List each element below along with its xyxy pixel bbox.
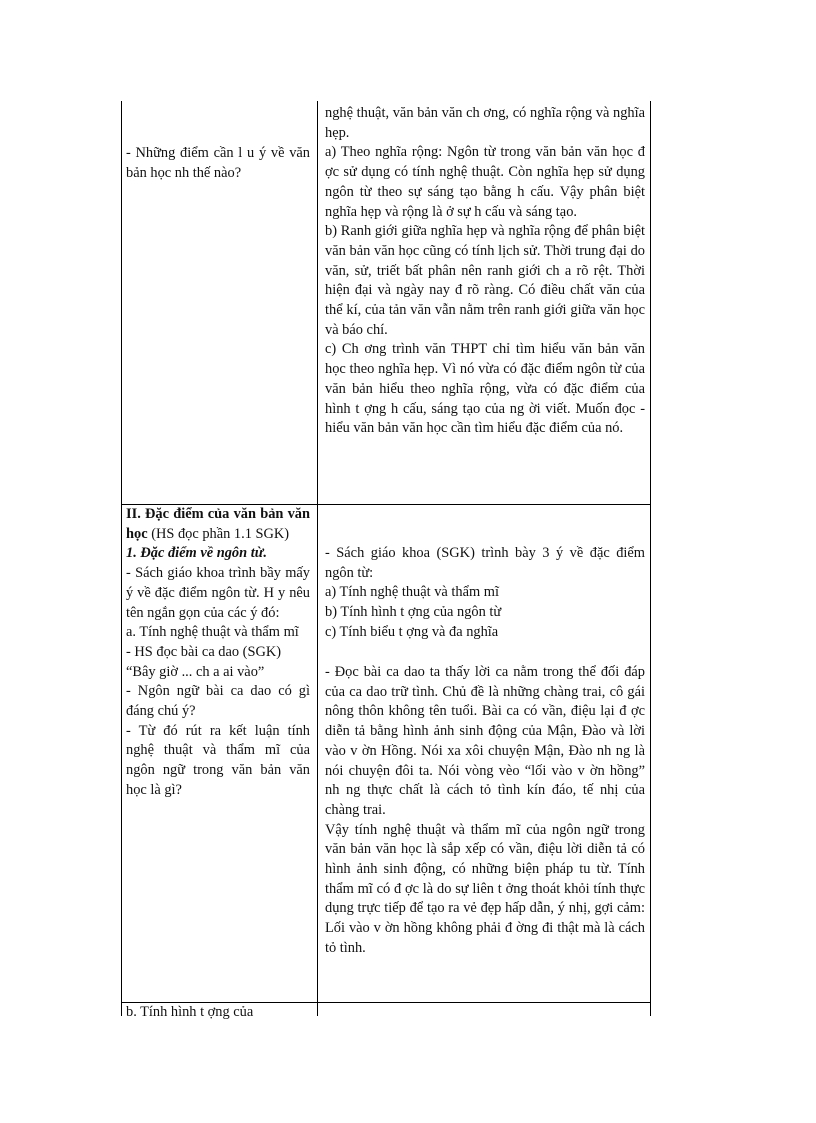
right-column: [325, 104, 645, 439]
hs-read: - HS đọc bài ca dao (SGK): [126, 643, 282, 660]
sgk-answer: - Sách giáo khoa (SGK) trình bày 3 ý về đặc điểm ngôn từ:: [325, 545, 645, 581]
left-column-row2: [126, 505, 310, 801]
quote: “Bây giờ ... ch a ai vào”: [126, 663, 265, 680]
answer-a: a) Tính nghệ thuật và thẩm mĩ: [325, 584, 499, 601]
right-column-row2: [325, 544, 645, 643]
question-notable: - Ngôn ngữ bài ca dao có gì đáng chú ý?: [126, 683, 310, 720]
conclusion: Vậy tính nghệ thuật và thẩm mĩ của ngôn ngữ trong văn bản văn học là sắp xếp có vần, điệu lời diễn tả có hình ảnh sinh động, có những biện pháp tu từ. Tính thẩm mĩ có đ ợc là do sự liên t ởng thoát khỏi tính thực dụng trực tiếp để tạo ra vẻ đẹp hấp dẫn, ý nhị, gợi cảm: Lối vào v ờn hồng không phải đ ờng đi thật mà là cách tỏ tình.: [325, 821, 645, 956]
right-column-row2b: [325, 663, 645, 959]
table-border-right: [650, 101, 651, 1016]
paragraph-c: c) Ch ơng trình văn THPT chỉ tìm hiểu văn bản văn học theo nghĩa hẹp. Vì nó vừa có đặc điểm ngôn từ của văn bản hiểu theo nghĩa rộng, vừa có đặc điểm của hình t ợng h cấu, sáng tạo của ng ời viết. Muốn đọc - hiểu văn bản văn học cần tìm hiểu đặc điểm của nó.: [325, 341, 645, 437]
paragraph-b: b) Ranh giới giữa nghĩa hẹp và nghĩa rộng để phân biệt văn bản văn học cũng có tính lịch sử. Thời trung đại do văn, sử, triết bất phân nên ranh giới ch a rõ rệt. Thời hiện đại và ngày nay đ rõ ràng. Có điều chất văn của thể kí, của tản văn vẫn nằm trên ranh giới giữa văn học và báo chí.: [325, 223, 645, 338]
answer-c: c) Tính biểu t ợng và đa nghĩa: [325, 623, 499, 640]
subsection-title: 1. Đặc điểm về ngôn từ.: [126, 545, 267, 562]
answer-b: b) Tính hình t ợng của ngôn từ: [325, 604, 502, 621]
table-border-middle: [317, 101, 318, 1016]
intro-text: nghệ thuật, văn bản văn ch ơng, có nghĩa rộng và nghĩa hẹp.: [325, 105, 645, 141]
section-heading-bold: II. Đặc điểm của văn bản văn học: [126, 506, 310, 542]
item-b: b. Tính hình t ợng của: [126, 1004, 254, 1020]
paragraph-a: a) Theo nghĩa rộng: Ngôn từ trong văn bản văn học đ ợc sử dụng có tính nghệ thuật. Còn nghĩa hẹp sử dụng ngôn từ theo sự sáng tạo bằng h cấu. Vậy phân biệt nghĩa hẹp và rộng là ở sự h cấu và sáng tạo.: [325, 144, 645, 220]
item-a: a. Tính nghệ thuật và thẩm mĩ: [126, 624, 299, 641]
table-border-left: [121, 101, 122, 1016]
question-sgk: - Sách giáo khoa trình bầy mấy ý về đặc điểm ngôn từ. H y nêu tên ngắn gọn của các ý đó:: [126, 565, 310, 621]
question-note: - Những điểm cần l u ý về văn bản học nh thế nào?: [126, 145, 310, 181]
section-heading-rest: (HS đọc phần 1.1 SGK): [147, 525, 290, 542]
section-heading: [126, 505, 310, 544]
question-conclusion: - Từ đó rút ra kết luận tính nghệ thuật và thẩm mĩ của ngôn ngữ trong văn bản văn học là gì?: [126, 722, 310, 798]
left-column: [126, 144, 310, 183]
left-column-row3: [126, 1003, 310, 1023]
ca-dao-analysis: - Đọc bài ca dao ta thấy lời ca nằm trong thể đối đáp của ca dao trữ tình. Chủ đề là những chàng trai, cô gái nông thôn không tên tuổi. Bài ca có vần, điệu lại đ ợc diễn tả bằng hình ảnh sinh động của Mận, Đào và lời vào v ờn Hồng. Nói xa xôi chuyện Mận, Đào nh ng là nói chuyện đôi ta. Nói vòng vèo “lối vào v ờn hồng” nh ng thực chất là cách tỏ tình kín đáo, tế nhị của chàng trai.: [325, 664, 645, 818]
